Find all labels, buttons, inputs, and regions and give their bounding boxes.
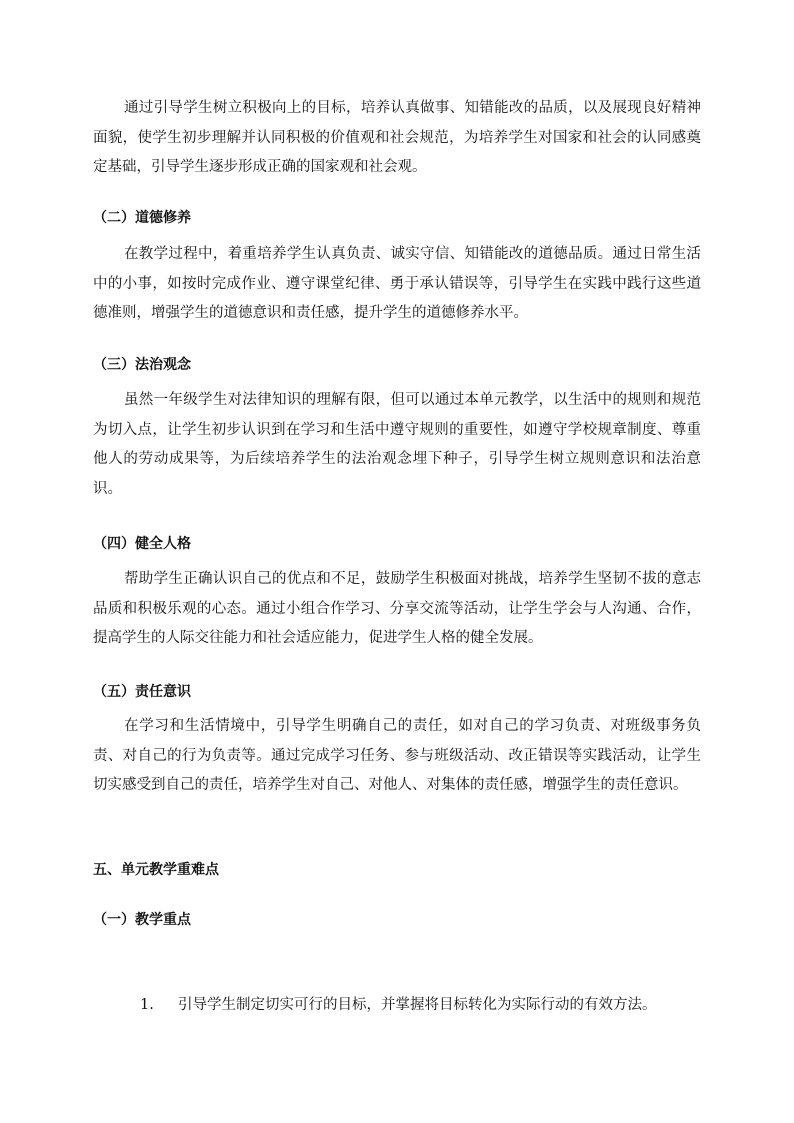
list-number: 1. [140, 997, 154, 1013]
moral-paragraph: 在教学过程中，着重培养学生认真负责、诚实守信、知错能改的道德品质。通过日常生活中的小事，如按时完成作业、遵守课堂纪律、勇于承认错误等，引导学生在实践中践行这些道德准则，增强学生的道德意识和责任感，提升学生的道德修养水平。 [93, 246, 701, 321]
heading-responsibility: （五）责任意识 [93, 684, 191, 700]
intro-paragraph: 通过引导学生树立积极向上的目标，培养认真做事、知错能改的品质，以及展现良好精神面貌，使学生初步理解并认同积极的价值观和社会规范，为培养学生对国家和社会的认同感奠定基础，引导学生逐步形成正确的国家观和社会观。 [93, 100, 701, 175]
heading-law: （三）法治观念 [93, 357, 191, 373]
heading-moral: （二）道德修养 [93, 210, 191, 226]
heading-personality: （四）健全人格 [93, 536, 191, 552]
law-paragraph: 虽然一年级学生对法律知识的理解有限，但可以通过本单元教学，以生活中的规则和规范为切入点，让学生初步认识到在学习和生活中遵守规则的重要性，如遵守学校规章制度、尊重他人的劳动成果等，为后续培养学生的法治观念埋下种子，引导学生树立规则意识和法治意识。 [93, 392, 701, 497]
heading-key-points: （一）教学重点 [93, 912, 191, 928]
list-item [140, 994, 720, 1016]
section-heading-5: 五、单元教学重难点 [93, 862, 219, 878]
responsibility-paragraph: 在学习和生活情境中，引导学生明确自己的责任，如对自己的学习负责、对班级事务负责、对自己的行为负责等。通过完成学习任务、参与班级活动、改正错误等实践活动，让学生切实感受到自己的责任，培养学生对自己、对他人、对集体的责任感，增强学生的责任意识。 [93, 718, 701, 793]
personality-paragraph: 帮助学生正确认识自己的优点和不足，鼓励学生积极面对挑战，培养学生坚韧不拔的意志品质和积极乐观的心态。通过小组合作学习、分享交流等活动，让学生学会与人沟通、合作，提高学生的人际交往能力和社会适应能力，促进学生人格的健全发展。 [93, 571, 701, 646]
list-item-text: 引导学生制定切实可行的目标，并掌握将目标转化为实际行动的有效方法。 [178, 997, 657, 1013]
